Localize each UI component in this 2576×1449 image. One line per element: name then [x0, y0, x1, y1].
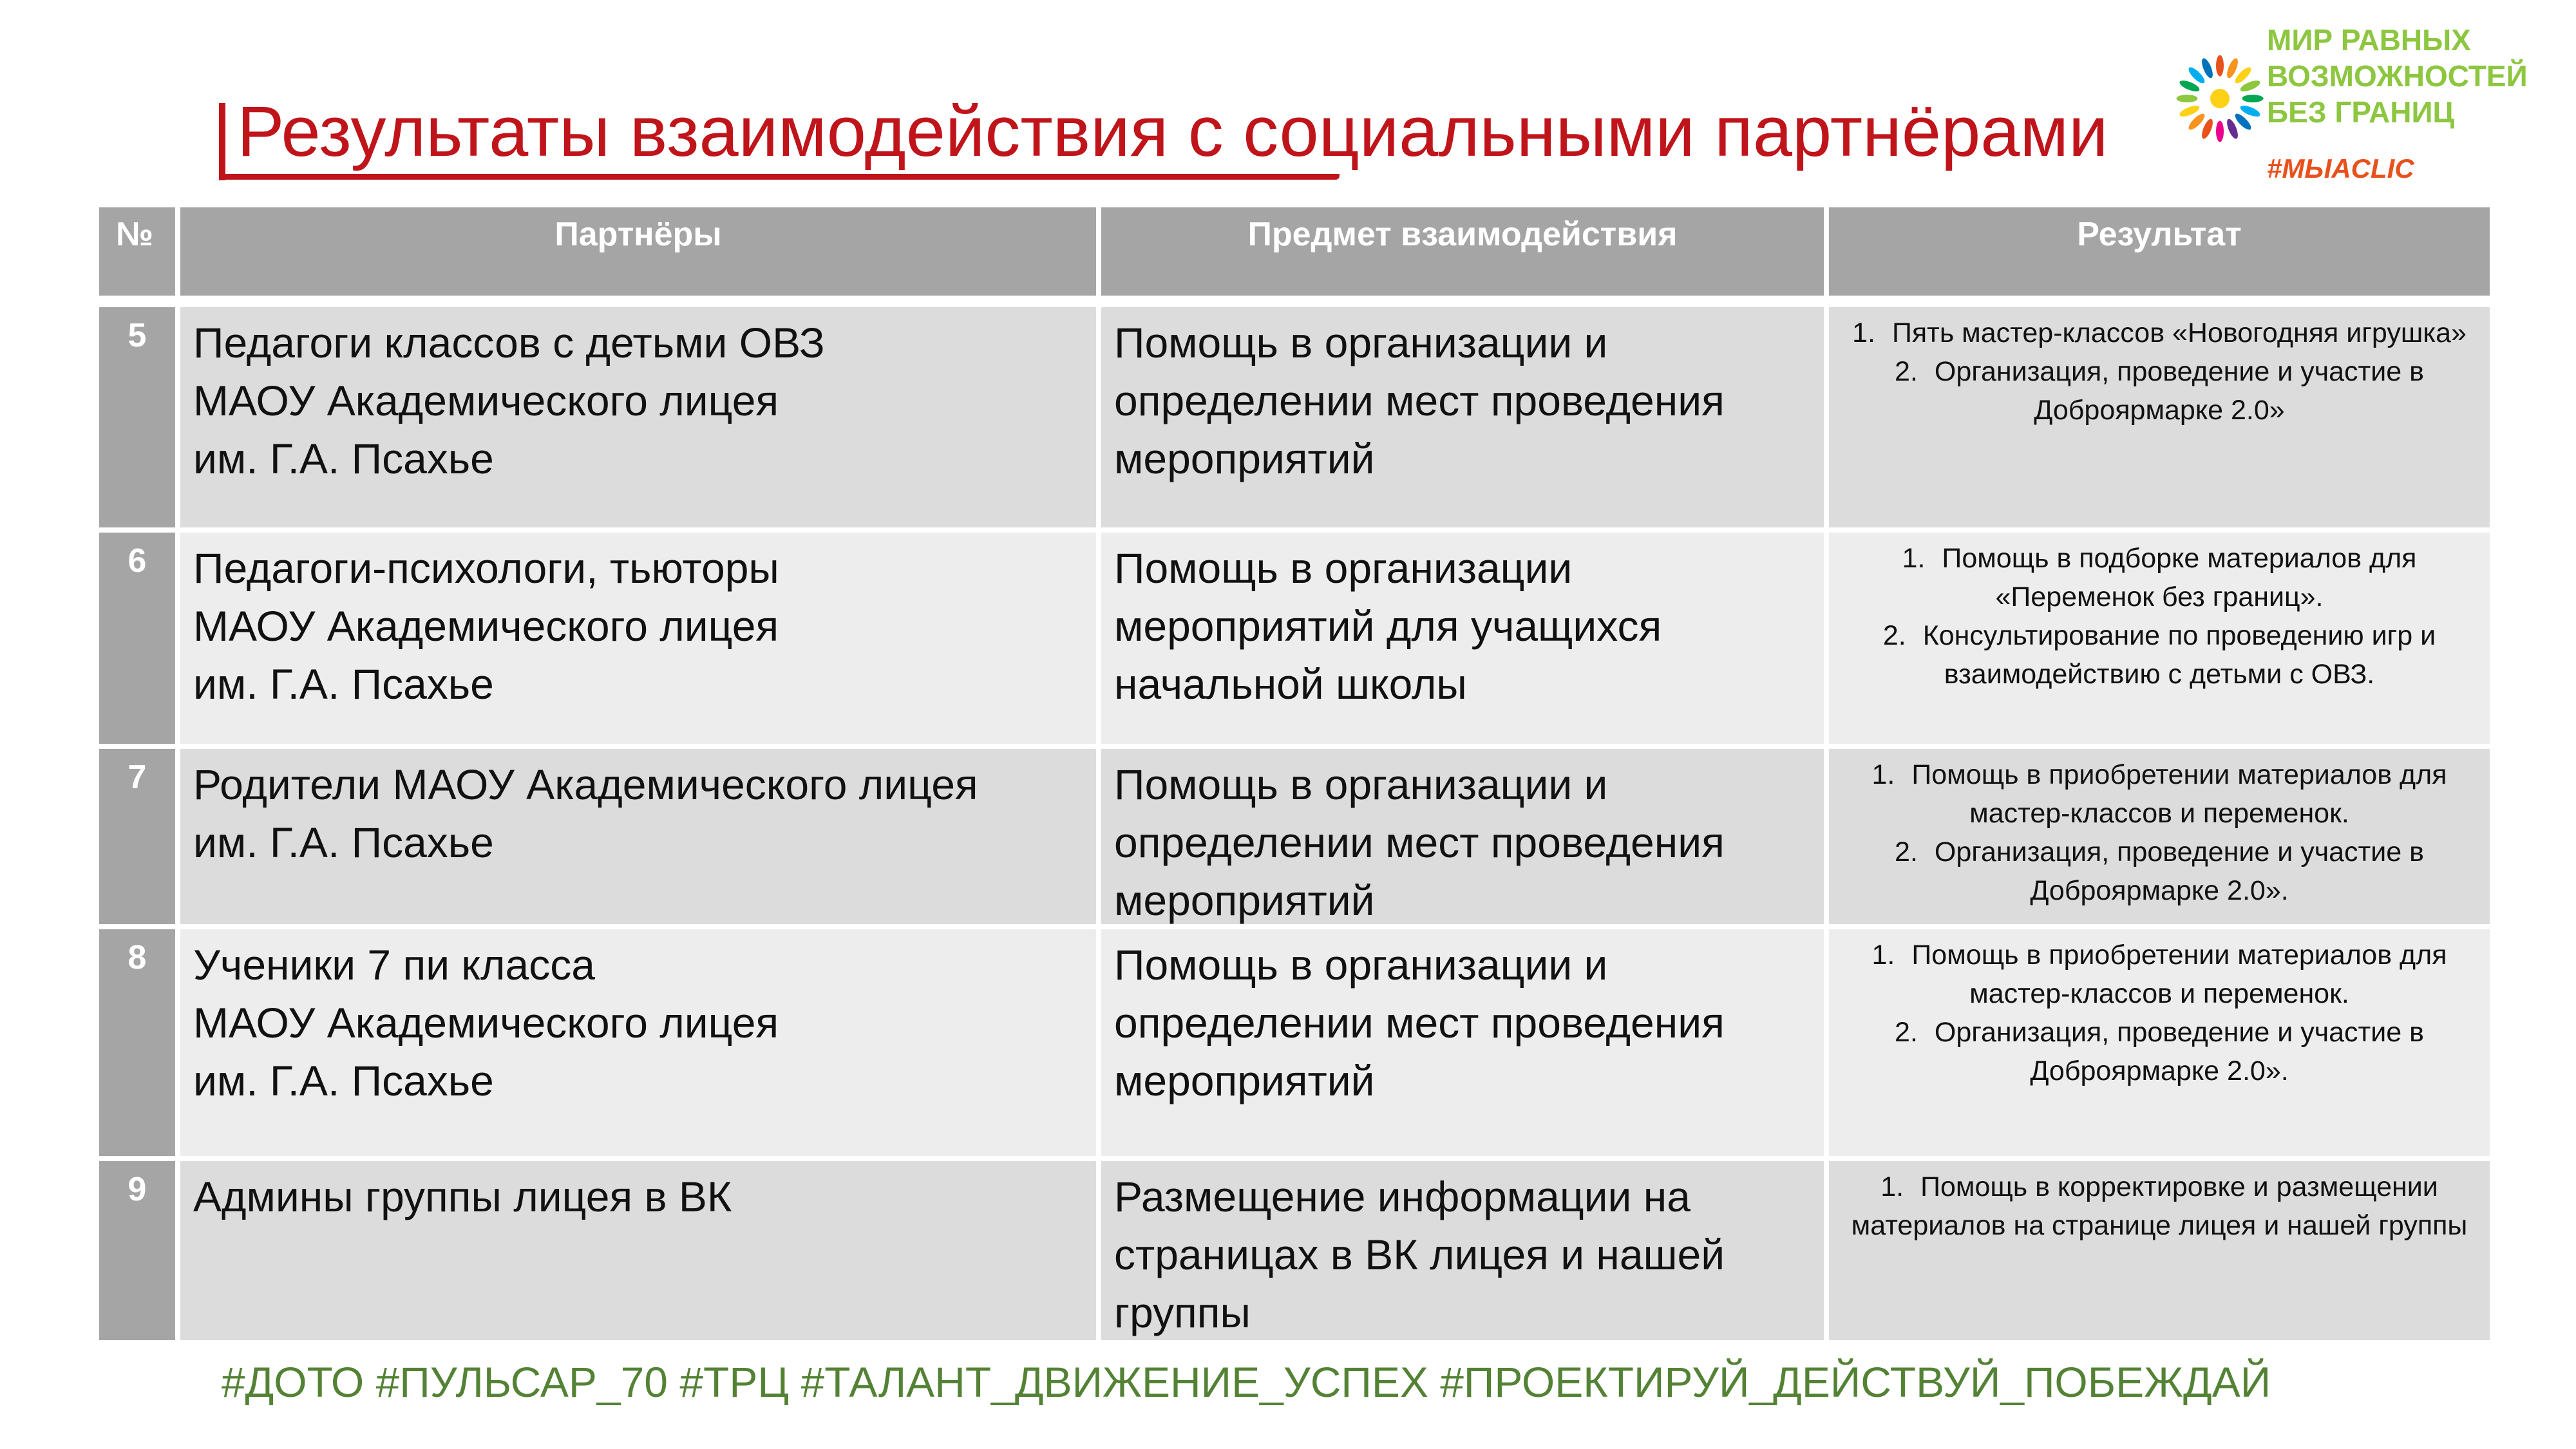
subject-cell: Помощь в организации и определении мест проведения мероприятий — [1099, 746, 1826, 927]
result-cell — [1826, 927, 2492, 1159]
row-number: 6 — [97, 530, 178, 746]
header-partners: Партнёры — [178, 205, 1099, 305]
result-item: 1. Пять мастер-классов «Новогодняя игрушка» — [1852, 317, 2467, 348]
result-cell — [1826, 1159, 2492, 1343]
partner-cell: Педагоги классов с детьми ОВЗ МАОУ Академического лицея им. Г.А. Псахье — [178, 305, 1099, 530]
row-number: 9 — [97, 1159, 178, 1343]
header-result: Результат — [1826, 205, 2492, 305]
result-item: 1. Помощь в приобретении материалов для мастер-классов и переменок. — [1871, 759, 2447, 829]
logo-hashtag: #МЫACLIC — [2267, 153, 2414, 184]
subject-cell: Помощь в организации и определении мест проведения мероприятий — [1099, 927, 1826, 1159]
result-item: 1. Помощь в подборке материалов для «Переменок без границ». — [1902, 543, 2417, 612]
result-item: 1. Помощь в корректировке и размещении материалов на странице лицея и нашей группы — [1851, 1171, 2468, 1241]
result-item: 2. Консультирование по проведению игр и взаимодействию с детьми с ОВЗ. — [1882, 620, 2436, 690]
partners-table — [97, 205, 2492, 1343]
slide-title: Результаты взаимодействия с социальными партнёрами — [237, 92, 2108, 171]
partner-cell: Админы группы лицея в ВК — [178, 1159, 1099, 1343]
partner-cell: Родители МАОУ Академического лицея им. Г.А. Псахье — [178, 746, 1099, 927]
result-cell — [1826, 746, 2492, 927]
row-number: 5 — [97, 305, 178, 530]
result-item: 2. Организация, проведение и участие в Доброярмарке 2.0». — [1895, 837, 2424, 906]
row-number: 7 — [97, 746, 178, 927]
result-item: 2. Организация, проведение и участие в Доброярмарке 2.0» — [1895, 356, 2424, 426]
title-underline — [219, 174, 1340, 180]
sun-burst-icon — [2172, 50, 2268, 147]
header-number: № — [97, 205, 178, 305]
footer-hashtags: #ДОТО #ПУЛЬСАР_70 #ТРЦ #ТАЛАНТ_ДВИЖЕНИЕ_УСПЕХ #ПРОЕКТИРУЙ_ДЕЙСТВУЙ_ПОБЕЖДАЙ — [221, 1358, 2271, 1406]
logo-line-2: ВОЗМОЖНОСТЕЙ — [2267, 59, 2528, 93]
result-item: 2. Организация, проведение и участие в Доброярмарке 2.0». — [1895, 1017, 2424, 1086]
row-number: 8 — [97, 927, 178, 1159]
partner-cell: Педагоги-психологи, тьюторы МАОУ Академического лицея им. Г.А. Псахье — [178, 530, 1099, 746]
header-subject: Предмет взаимодействия — [1099, 205, 1826, 305]
logo-line-3: БЕЗ ГРАНИЦ — [2267, 95, 2455, 129]
logo-wordmark — [2267, 22, 2528, 130]
result-cell — [1826, 530, 2492, 746]
result-cell — [1826, 305, 2492, 530]
subject-cell: Помощь в организации и определении мест проведения мероприятий — [1099, 305, 1826, 530]
partner-cell: Ученики 7 пи класса МАОУ Академического лицея им. Г.А. Псахье — [178, 927, 1099, 1159]
subject-cell: Размещение информации на страницах в ВК лицея и нашей группы — [1099, 1159, 1826, 1343]
result-item: 1. Помощь в приобретении материалов для мастер-классов и переменок. — [1871, 940, 2447, 1009]
project-logo — [2138, 18, 2576, 211]
subject-cell: Помощь в организации мероприятий для учащихся начальной школы — [1099, 530, 1826, 746]
title-accent-bar — [219, 103, 225, 180]
logo-line-1: МИР РАВНЫХ — [2267, 23, 2471, 57]
